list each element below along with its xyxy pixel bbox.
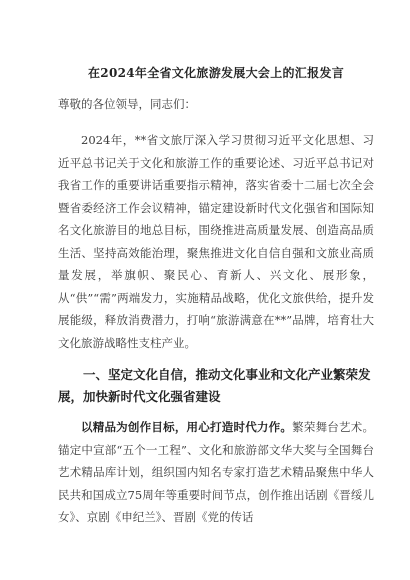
paragraph-lead: 以精品为创作目标，用心打造时代力作。: [81, 420, 293, 434]
paragraph-intro: 2024年，**省文旅厅深入学习贯彻习近平文化思想、习近平总书记关于文化和旅游工作的重要论述、习近平总书记对我省工作的重要讲话重要指示精神，落实省委十二届七次全会暨省委经济工作会议精神，锚定建设新时代文化强省和国际知名文化旅游目的地总目标，围绕推进高质量发展、创造高品质生活、坚持高效能治理，聚焦推进文化自信自强和文旅业高质量发展，举旗帜、聚民心、育新人、兴文化、展形象，从“供”“需”两端发力，实施精品战略，优化文旅供给，提升发展能级，释放消费潜力，打响“旅游满意在**”品牌，培育壮大文化旅游战略性支柱产业。: [58, 133, 374, 350]
paragraph-section-1: [58, 416, 374, 529]
section-heading-1: 一、坚定文化自信，推动文化事业和文化产业繁荣发展，加快新时代文化强省建设: [58, 367, 371, 404]
paragraph-body: 繁荣舞台艺术。锚定中宣部“五个一工程”、文化和旅游部文华大奖与全国舞台艺术精品库计划，组织国内知名专家打造艺术精品聚焦中华人民共和国成立75周年等重要时间节点，创作推出话剧《晋绥儿女》、京剧《申纪兰》、晋剧《党的传话: [58, 420, 374, 524]
document-title: 在2024年全省文化旅游发展大会上的汇报发言: [88, 66, 344, 80]
salutation: 尊敬的各位领导，同志们：: [58, 97, 196, 111]
